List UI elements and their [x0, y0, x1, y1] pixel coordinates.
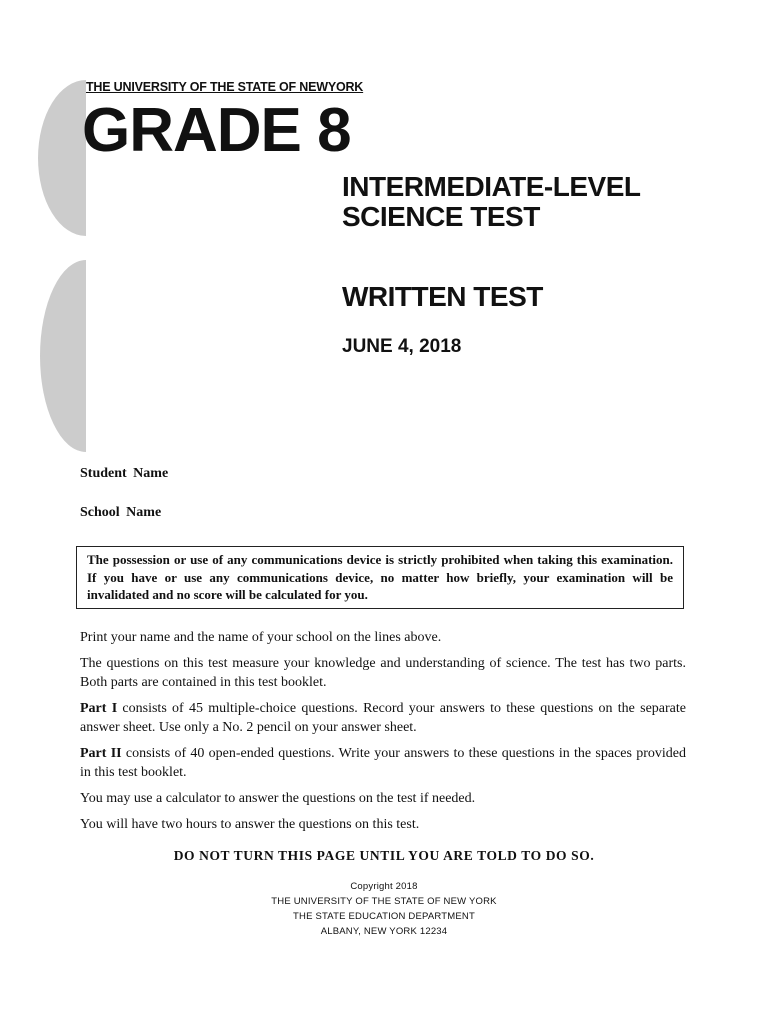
- instruction-questions: The questions on this test measure your knowledge and understanding of science. The test has two parts. Both parts are contained in this test booklet.: [80, 656, 686, 690]
- part-2-text: consists of 40 open-ended questions. Write your answers to these questions in the spaces provided in this test booklet.: [80, 746, 686, 780]
- instruction-calculator: You may use a calculator to answer the questions on the test if needed.: [80, 791, 476, 806]
- test-title-line1: INTERMEDIATE-LEVEL: [342, 171, 641, 202]
- test-date: JUNE 4, 2018: [342, 336, 462, 357]
- school-name-label: School Name: [80, 505, 162, 520]
- footer-address: ALBANY, NEW YORK 12234: [320, 926, 448, 937]
- instruction-part-1: [80, 699, 686, 737]
- university-header: THE UNIVERSITY OF THE STATE OF NEWYORK: [86, 80, 364, 94]
- instruction-part-2: [80, 744, 686, 782]
- instruction-print-name: Print your name and the name of your school on the lines above.: [80, 630, 442, 645]
- decorative-half-circles: [0, 0, 100, 460]
- lower-half-circle: [40, 260, 86, 452]
- upper-half-circle: [38, 80, 86, 236]
- part-2-label: Part II: [80, 746, 122, 761]
- do-not-turn-warning: DO NOT TURN THIS PAGE UNTIL YOU ARE TOLD TO DO SO.: [173, 848, 595, 863]
- part-1-label: Part I: [80, 701, 118, 716]
- footer: [0, 879, 768, 939]
- test-type: WRITTEN TEST: [342, 281, 543, 312]
- test-title-line2: SCIENCE TEST: [342, 201, 540, 232]
- part-1-text: consists of 45 multiple-choice questions. Record your answers to these questions on the separate answer sheet. Use only a No. 2 pencil on your answer sheet.: [80, 701, 686, 735]
- grade-title: GRADE 8: [82, 96, 351, 165]
- copyright: Copyright 2018: [350, 881, 418, 892]
- student-name-label: Student Name: [80, 466, 169, 481]
- footer-university: THE UNIVERSITY OF THE STATE OF NEW YORK: [271, 896, 497, 907]
- device-notice-box: The possession or use of any communications device is strictly prohibited when taking this examination. If you have or use any communications device, no matter how briefly, your examination will be invalidated and no score will be calculated for you.: [76, 546, 684, 609]
- instructions: [80, 628, 686, 841]
- test-title: [342, 172, 640, 232]
- instruction-time: You will have two hours to answer the questions on this test.: [80, 817, 420, 832]
- footer-department: THE STATE EDUCATION DEPARTMENT: [293, 911, 475, 922]
